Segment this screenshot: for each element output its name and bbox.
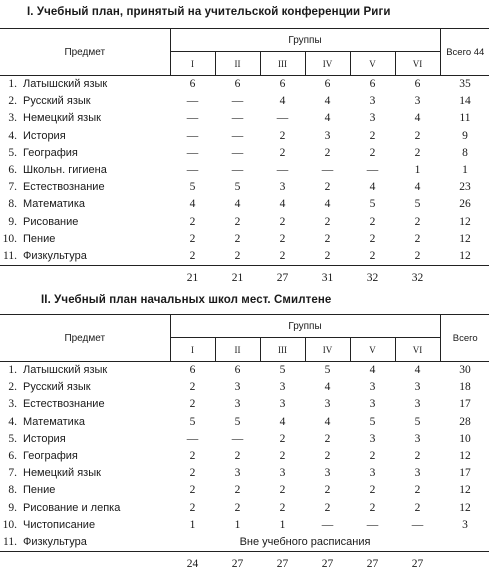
row-total-cell: 23 [459, 181, 471, 194]
table-row [0, 93, 489, 110]
section-1-title: I. Учебный план, принятый на учительской конференции Риги [27, 6, 391, 18]
hours-cell: — [231, 112, 244, 125]
subject-name: Латышский язык [23, 78, 108, 91]
hours-cell: 5 [369, 415, 376, 428]
hours-cell: 2 [414, 501, 421, 514]
table-row [0, 128, 489, 145]
group-number-header: II [215, 338, 260, 362]
group-number-header: VI [395, 338, 440, 362]
hours-cell: 6 [189, 364, 196, 377]
hours-cell: 2 [324, 501, 331, 514]
hours-cell: 2 [369, 450, 376, 463]
group-total-cell: 21 [231, 272, 244, 285]
hours-cell: 2 [279, 129, 286, 142]
total-column-header: Всего 44 [440, 29, 489, 76]
group-number-header: I [170, 52, 215, 76]
table-row [0, 482, 489, 499]
subject-name: Естествознание [23, 398, 105, 411]
hours-cell: 6 [324, 78, 331, 91]
hours-cell: 2 [414, 450, 421, 463]
hours-cell: — [186, 95, 199, 108]
hours-cell: 3 [414, 467, 421, 480]
group-total-cell: 27 [366, 558, 379, 571]
hours-cell: — [321, 518, 334, 531]
hours-cell: 4 [369, 181, 376, 194]
group-total-cell: 27 [276, 558, 289, 571]
row-total-cell: 35 [459, 78, 471, 91]
row-number: 3. [8, 398, 17, 411]
row-total-cell: 18 [459, 381, 471, 394]
hours-cell: 2 [324, 450, 331, 463]
group-number-header: V [350, 338, 395, 362]
row-total-cell: 28 [459, 415, 471, 428]
row-total-cell: 1 [462, 164, 468, 177]
group-total-cell: 32 [411, 272, 424, 285]
group-total-cell: 27 [276, 272, 289, 285]
row-total-cell: 17 [459, 398, 471, 411]
hours-cell: 3 [279, 381, 286, 394]
hours-cell: 4 [234, 198, 241, 211]
row-number: 5. [8, 432, 17, 445]
row-number: 9. [8, 501, 17, 514]
hours-cell: — [186, 164, 199, 177]
totals-label-cell [0, 266, 170, 291]
hours-cell: 2 [189, 381, 196, 394]
hours-cell: — [231, 164, 244, 177]
hours-cell: 4 [414, 364, 421, 377]
hours-cell: 2 [234, 232, 241, 245]
table-row [0, 379, 489, 396]
hours-cell: 6 [189, 78, 196, 91]
row-number: 4. [8, 129, 17, 142]
table-row [0, 517, 489, 534]
subject-name: Латышский язык [23, 364, 108, 377]
hours-cell: 1 [234, 518, 241, 531]
hours-cell: 2 [369, 232, 376, 245]
row-total-cell [440, 534, 489, 552]
table-row [0, 431, 489, 448]
subject-name: Пение [23, 232, 56, 245]
table-footer [0, 552, 489, 576]
hours-cell: 3 [324, 467, 331, 480]
groups-column-header: Группы [170, 315, 440, 338]
row-number: 10. [2, 232, 17, 245]
row-total-cell: 12 [459, 450, 471, 463]
hours-cell: 2 [189, 232, 196, 245]
subject-name: Чистописание [23, 518, 96, 531]
hours-cell: 3 [414, 381, 421, 394]
table-row [0, 465, 489, 482]
hours-cell: — [411, 518, 424, 531]
hours-cell: 2 [414, 146, 421, 159]
row-total-cell: 11 [459, 112, 471, 125]
row-number: 11. [0, 248, 21, 266]
hours-cell: 2 [279, 232, 286, 245]
hours-cell: — [186, 112, 199, 125]
row-number: 4. [8, 415, 17, 428]
table-row [0, 448, 489, 465]
hours-cell: — [231, 146, 244, 159]
hours-cell: 5 [414, 415, 421, 428]
hours-cell: 2 [189, 484, 196, 497]
subject-name: Физкультура [21, 534, 170, 552]
hours-cell: 2 [189, 467, 196, 480]
row-number: 3. [8, 112, 17, 125]
hours-cell: 3 [414, 432, 421, 445]
hours-cell: 6 [234, 364, 241, 377]
hours-cell: 2 [234, 215, 241, 228]
hours-cell: 6 [234, 78, 241, 91]
grand-total-cell [440, 552, 489, 576]
hours-cell: 2 [260, 248, 305, 266]
group-number-header: IV [305, 52, 350, 76]
subject-name: История [23, 129, 66, 142]
hours-cell: 2 [324, 232, 331, 245]
hours-cell: 6 [369, 78, 376, 91]
hours-cell: 6 [279, 78, 286, 91]
table-row [0, 396, 489, 413]
row-total-cell: 10 [459, 432, 471, 445]
hours-cell: 2 [324, 215, 331, 228]
hours-cell: 3 [414, 95, 421, 108]
outside-schedule-note: Вне учебного расписания [170, 534, 440, 552]
hours-cell: 4 [414, 181, 421, 194]
hours-cell: 5 [414, 198, 421, 211]
row-number: 10. [2, 518, 17, 531]
group-number-header: II [215, 52, 260, 76]
hours-cell: 2 [279, 501, 286, 514]
hours-cell: 4 [189, 198, 196, 211]
hours-cell: 5 [234, 415, 241, 428]
subject-name: Математика [23, 415, 85, 428]
table-row [0, 162, 489, 179]
group-number-header: III [260, 338, 305, 362]
hours-cell: 2 [215, 248, 260, 266]
hours-cell: 2 [414, 129, 421, 142]
hours-cell: 2 [189, 450, 196, 463]
hours-cell: 3 [369, 432, 376, 445]
subject-name: Немецкий язык [23, 467, 101, 480]
row-total-cell: 12 [459, 215, 471, 228]
row-number: 1. [8, 78, 17, 91]
hours-cell: 2 [369, 484, 376, 497]
hours-cell: 1 [189, 518, 196, 531]
hours-cell: 2 [414, 484, 421, 497]
group-totals-row [0, 552, 489, 576]
table-row [0, 500, 489, 517]
subject-column-header: Предмет [0, 29, 170, 76]
hours-cell: — [231, 95, 244, 108]
row-number: 5. [8, 146, 17, 159]
hours-cell: 1 [279, 518, 286, 531]
hours-cell: 2 [305, 248, 350, 266]
hours-cell: — [276, 112, 289, 125]
row-number: 1. [8, 364, 17, 377]
hours-cell: 2 [279, 432, 286, 445]
table-row [0, 362, 489, 380]
row-total-cell: 9 [462, 129, 468, 142]
hours-cell: 4 [324, 112, 331, 125]
subject-name: Математика [23, 198, 85, 211]
totals-label-cell [0, 552, 170, 576]
table-row [0, 231, 489, 248]
curriculum-table-riga [0, 28, 489, 290]
row-total-cell: 17 [459, 467, 471, 480]
hours-cell: 3 [369, 381, 376, 394]
row-number: 6. [8, 450, 17, 463]
hours-cell: 2 [279, 215, 286, 228]
hours-cell: 2 [369, 146, 376, 159]
table-row [0, 248, 489, 266]
hours-cell: 2 [234, 501, 241, 514]
hours-cell: 2 [279, 450, 286, 463]
hours-cell: 2 [324, 432, 331, 445]
groups-column-header: Группы [170, 29, 440, 52]
hours-cell: 4 [369, 364, 376, 377]
row-total-cell: 12 [459, 232, 471, 245]
group-total-cell: 24 [186, 558, 199, 571]
row-total-cell: 12 [459, 501, 471, 514]
group-number-header: III [260, 52, 305, 76]
hours-cell: 4 [279, 198, 286, 211]
subject-name: Естествознание [23, 181, 105, 194]
table-body [0, 76, 489, 266]
table-row [0, 414, 489, 431]
hours-cell: — [231, 129, 244, 142]
group-total-cell: 27 [321, 558, 334, 571]
hours-cell: 2 [279, 484, 286, 497]
row-total-cell: 30 [459, 364, 471, 377]
hours-cell: — [276, 164, 289, 177]
hours-cell: 2 [279, 146, 286, 159]
hours-cell: — [321, 164, 334, 177]
group-totals-row [0, 266, 489, 291]
hours-cell: 3 [324, 398, 331, 411]
hours-cell: 3 [279, 467, 286, 480]
hours-cell: — [366, 518, 379, 531]
subject-name: Русский язык [23, 95, 91, 108]
hours-cell: 1 [414, 164, 421, 177]
hours-cell: 5 [234, 181, 241, 194]
row-number: 7. [8, 181, 17, 194]
row-total-cell: 14 [459, 95, 471, 108]
table-row [0, 196, 489, 213]
total-column-header: Всего [440, 315, 489, 362]
hours-cell: 2 [234, 450, 241, 463]
row-number: 7. [8, 467, 17, 480]
hours-cell: 2 [324, 484, 331, 497]
hours-cell: 2 [369, 129, 376, 142]
hours-cell: 4 [324, 381, 331, 394]
hours-cell: 2 [189, 398, 196, 411]
hours-cell: 4 [324, 415, 331, 428]
row-number: 8. [8, 198, 17, 211]
subject-name: География [23, 450, 78, 463]
hours-cell: — [186, 129, 199, 142]
hours-cell: 3 [369, 95, 376, 108]
hours-cell: — [186, 432, 199, 445]
hours-cell: 4 [324, 198, 331, 211]
hours-cell: 2 [324, 181, 331, 194]
subject-name: Рисование [23, 215, 79, 228]
hours-cell: 3 [234, 381, 241, 394]
table-row [0, 214, 489, 231]
table-row [0, 179, 489, 196]
hours-cell: 2 [350, 248, 395, 266]
hours-cell: 5 [189, 415, 196, 428]
row-number: 2. [8, 95, 17, 108]
hours-cell: 3 [279, 181, 286, 194]
hours-cell: 3 [324, 129, 331, 142]
hours-cell: 3 [369, 398, 376, 411]
group-total-cell: 21 [186, 272, 199, 285]
hours-cell: 4 [414, 112, 421, 125]
group-total-cell: 32 [366, 272, 379, 285]
hours-cell: 2 [369, 501, 376, 514]
hours-cell: 2 [234, 484, 241, 497]
row-total-cell: 3 [462, 518, 468, 531]
hours-cell: 2 [414, 215, 421, 228]
hours-cell: 3 [234, 398, 241, 411]
hours-cell: 4 [279, 95, 286, 108]
table-row [0, 534, 489, 552]
table-body [0, 362, 489, 552]
row-total-cell: 8 [462, 146, 468, 159]
row-total-cell: 12 [459, 484, 471, 497]
subject-name: Физкультура [21, 248, 170, 266]
table-row [0, 76, 489, 94]
hours-cell: 6 [414, 78, 421, 91]
hours-cell: — [186, 146, 199, 159]
row-number: 11. [0, 534, 21, 552]
group-total-cell: 27 [411, 558, 424, 571]
hours-cell: 4 [279, 415, 286, 428]
group-number-header: V [350, 52, 395, 76]
group-number-header: IV [305, 338, 350, 362]
group-total-cell: 31 [321, 272, 334, 285]
hours-cell: 5 [279, 364, 286, 377]
row-total-cell: 26 [459, 198, 471, 211]
hours-cell: — [231, 432, 244, 445]
hours-cell: 5 [189, 181, 196, 194]
hours-cell: 2 [369, 215, 376, 228]
hours-cell: 2 [189, 215, 196, 228]
hours-cell: 3 [414, 398, 421, 411]
hours-cell: 5 [369, 198, 376, 211]
table-footer [0, 266, 489, 291]
subject-name: История [23, 432, 66, 445]
group-number-header: VI [395, 52, 440, 76]
group-number-header: I [170, 338, 215, 362]
hours-cell: 3 [279, 398, 286, 411]
hours-cell: 2 [170, 248, 215, 266]
subject-name: Русский язык [23, 381, 91, 394]
hours-cell: 2 [395, 248, 440, 266]
row-number: 8. [8, 484, 17, 497]
section-2-title: II. Учебный план начальных школ мест. Смилтене [41, 294, 332, 306]
subject-name: Пение [23, 484, 56, 497]
subject-column-header: Предмет [0, 315, 170, 362]
row-number: 2. [8, 381, 17, 394]
table-row [0, 145, 489, 162]
hours-cell: 5 [324, 364, 331, 377]
hours-cell: — [366, 164, 379, 177]
grand-total-cell [440, 266, 489, 291]
hours-cell: 3 [369, 112, 376, 125]
subject-name: Школьн. гигиена [23, 164, 107, 177]
group-total-cell: 27 [231, 558, 244, 571]
table-row [0, 110, 489, 127]
hours-cell: 4 [324, 95, 331, 108]
row-number: 9. [8, 215, 17, 228]
subject-name: Немецкий язык [23, 112, 101, 125]
subject-name: Рисование и лепка [23, 501, 121, 514]
hours-cell: 2 [324, 146, 331, 159]
hours-cell: 2 [414, 232, 421, 245]
hours-cell: 3 [234, 467, 241, 480]
row-number: 6. [8, 164, 17, 177]
curriculum-table-smiltene [0, 314, 489, 576]
row-total-cell: 12 [440, 248, 489, 266]
subject-name: География [23, 146, 78, 159]
hours-cell: 2 [189, 501, 196, 514]
hours-cell: 3 [369, 467, 376, 480]
